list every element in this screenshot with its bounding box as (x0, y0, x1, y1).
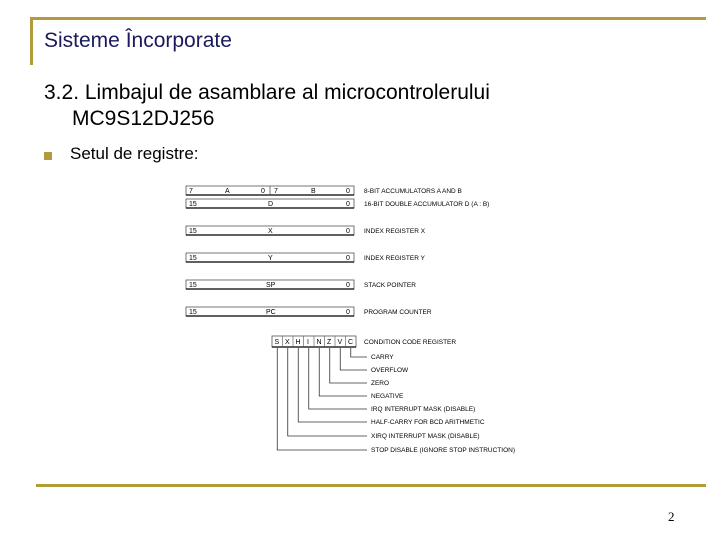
register-D (186, 199, 489, 208)
ccr-desc: XIRQ INTERRUPT MASK (DISABLE) (371, 433, 480, 440)
ccr-desc: CARRY (371, 354, 394, 361)
bullet-square-icon (44, 152, 52, 160)
ccr-bit-z: Z (327, 339, 332, 346)
register-PC (186, 307, 432, 316)
register-diagram (180, 180, 540, 460)
heading-line-1: 3.2. Limbajul de asamblare al microcontrolerului (44, 81, 490, 104)
reg-name: X (268, 228, 273, 235)
reg-hi-bit: 15 (189, 201, 197, 208)
ccr-desc: HALF-CARRY FOR BCD ARITHMETIC (371, 419, 485, 426)
b-hi-bit: 7 (274, 188, 278, 195)
ccr-leader-lines (277, 348, 367, 450)
reg-desc: STACK POINTER (364, 282, 416, 289)
ccr-bit-s: S (274, 339, 280, 346)
reg-hi-bit: 15 (189, 282, 197, 289)
ab-accumulator-row (186, 186, 462, 195)
reg-hi-bit: 15 (189, 309, 197, 316)
slide-title: Sisteme Încorporate (44, 29, 232, 52)
ccr-bit-v: V (337, 339, 343, 346)
slide-heading (44, 80, 684, 132)
reg-lo-bit: 0 (346, 255, 350, 262)
reg-lo-bit: 0 (346, 309, 350, 316)
reg-desc: INDEX REGISTER X (364, 228, 426, 235)
ccr-desc: NEGATIVE (371, 393, 404, 400)
reg-lo-bit: 0 (346, 282, 350, 289)
ab-desc: 8-BIT ACCUMULATORS A AND B (364, 188, 462, 195)
register-Y (186, 253, 426, 262)
top-rule (30, 17, 706, 20)
reg-hi-bit: 15 (189, 228, 197, 235)
bottom-rule (36, 484, 706, 487)
reg-name: Y (268, 255, 273, 262)
ccr-descriptions (371, 354, 515, 454)
ccr-desc: STOP DISABLE (IGNORE STOP INSTRUCTION) (371, 447, 515, 454)
ccr-bit-h: H (295, 339, 301, 346)
a-hi-bit: 7 (189, 188, 193, 195)
reg-lo-bit: 0 (346, 201, 350, 208)
reg-desc: PROGRAM COUNTER (364, 309, 432, 316)
reg-name: D (268, 201, 274, 208)
ccr-register (272, 336, 456, 347)
reg-lo-bit: 0 (346, 228, 350, 235)
register-X (186, 226, 426, 235)
page-number: 2 (668, 509, 675, 524)
ccr-desc: ZERO (371, 380, 390, 387)
reg-desc: 16-BIT DOUBLE ACCUMULATOR D (A : B) (364, 201, 490, 208)
heading-line-2: MC9S12DJ256 (72, 107, 215, 130)
reg-name: SP (266, 282, 276, 289)
ccr-title: CONDITION CODE REGISTER (364, 339, 457, 346)
register-SP (186, 280, 416, 289)
reg-name: PC (266, 309, 276, 316)
ccr-bit-x: X (285, 339, 290, 346)
ccr-bit-i: I (307, 339, 309, 346)
b-name: B (311, 188, 316, 195)
left-rule (30, 17, 33, 65)
reg-desc: INDEX REGISTER Y (364, 255, 425, 262)
reg-hi-bit: 15 (189, 255, 197, 262)
ccr-bit-c: C (348, 339, 354, 346)
bullet-text: Setul de registre: (70, 144, 199, 163)
ccr-desc: IRQ INTERRUPT MASK (DISABLE) (371, 406, 476, 413)
ccr-desc: OVERFLOW (371, 367, 409, 374)
a-name: A (225, 188, 230, 195)
b-lo-bit: 0 (346, 188, 350, 195)
ccr-bit-n: N (316, 339, 322, 346)
a-lo-bit: 0 (261, 188, 265, 195)
